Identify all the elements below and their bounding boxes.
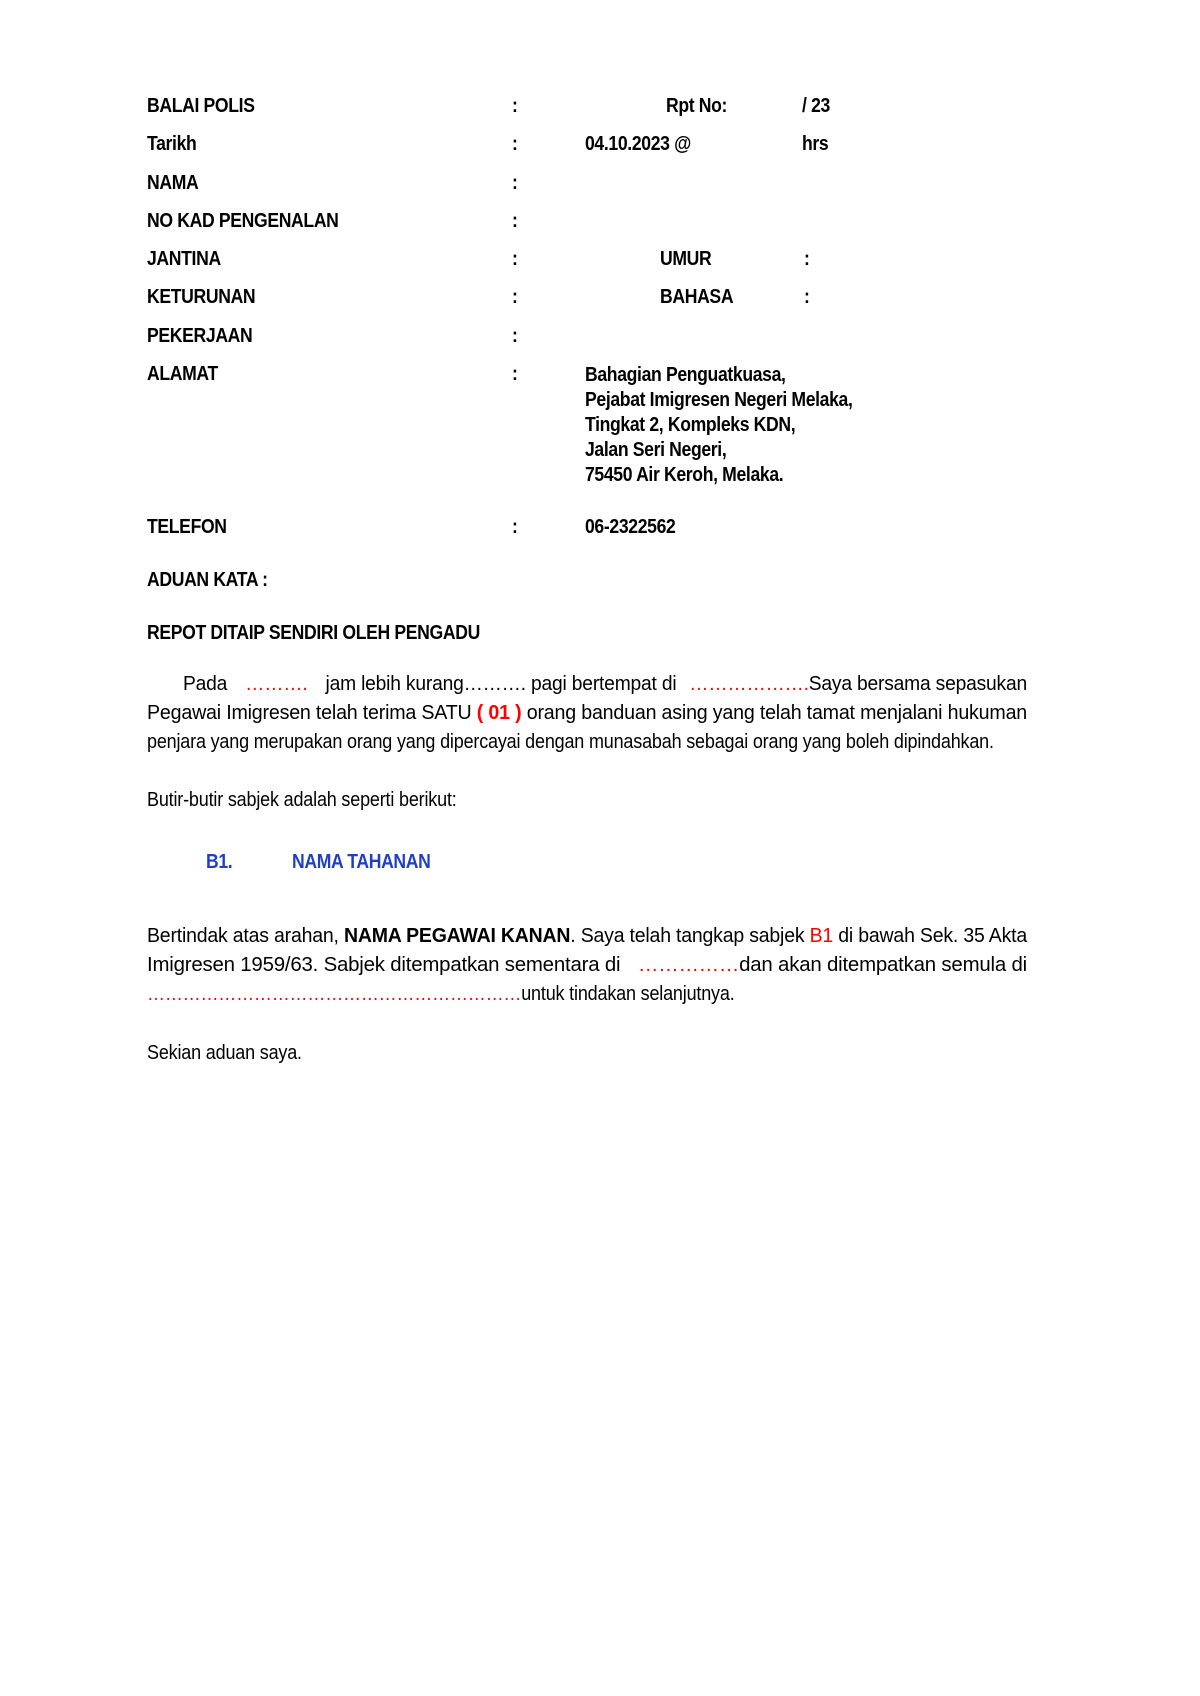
colon: : bbox=[512, 210, 518, 232]
colon: : bbox=[512, 95, 518, 117]
paragraph-1-line-3 bbox=[147, 731, 994, 754]
alamat-line: Jalan Seri Negeri, bbox=[585, 439, 727, 461]
p1-text: Saya bersama sepasukan bbox=[808, 673, 1027, 695]
umur-label: UMUR bbox=[660, 248, 712, 270]
colon: : bbox=[512, 286, 518, 308]
p2-text: Bertindak atas arahan, bbox=[147, 925, 339, 947]
jantina-label: JANTINA bbox=[147, 248, 221, 270]
blank-dots: …………… bbox=[638, 954, 740, 976]
colon: : bbox=[804, 248, 810, 270]
p1-text: jam lebih kurang………. pagi bertempat di bbox=[325, 673, 677, 695]
colon: : bbox=[512, 133, 518, 155]
p2-text: . Saya telah tangkap sabjek bbox=[570, 925, 805, 947]
butir-text: Butir-butir sabjek adalah seperti berikut: bbox=[147, 789, 457, 811]
rpt-no-value: / 23 bbox=[802, 95, 830, 117]
alamat-label: ALAMAT bbox=[147, 363, 218, 385]
bahasa-label: BAHASA bbox=[660, 286, 734, 308]
tarikh-label: Tarikh bbox=[147, 133, 197, 155]
hrs-label: hrs bbox=[802, 133, 829, 155]
officer-name: NAMA PEGAWAI KANAN bbox=[343, 925, 571, 947]
blank-dots: ……………………………………………………… bbox=[147, 983, 522, 1005]
b1-code: B1. bbox=[206, 851, 233, 873]
colon: : bbox=[512, 325, 518, 347]
no-kad-label: NO KAD PENGENALAN bbox=[147, 210, 339, 232]
alamat-line: 75450 Air Keroh, Melaka. bbox=[585, 464, 784, 486]
telefon-label: TELEFON bbox=[147, 516, 227, 538]
count-highlight: ( 01 ) bbox=[476, 702, 522, 724]
colon: : bbox=[512, 248, 518, 270]
balai-polis-label: BALAI POLIS bbox=[147, 95, 255, 117]
pekerjaan-label: PEKERJAAN bbox=[147, 325, 253, 347]
paragraph-1-line-2 bbox=[147, 702, 1027, 725]
b1-name: NAMA TAHANAN bbox=[292, 851, 431, 873]
blank-dots: ………………. bbox=[689, 673, 809, 695]
alamat-line: Bahagian Penguatkuasa, bbox=[585, 364, 786, 386]
colon: : bbox=[512, 516, 518, 538]
tarikh-value: 04.10.2023 @ bbox=[585, 133, 691, 155]
aduan-kata-heading: ADUAN KATA : bbox=[147, 569, 268, 591]
p1-text: Pegawai Imigresen telah terima SATU bbox=[147, 702, 472, 724]
telefon-value: 06-2322562 bbox=[585, 516, 676, 538]
p2-text: dan akan ditempatkan semula di bbox=[739, 954, 1027, 976]
p1-text: orang banduan asing yang telah tamat menjalani hukuman bbox=[526, 702, 1028, 724]
colon: : bbox=[512, 172, 518, 194]
paragraph-2-line-3 bbox=[147, 983, 735, 1006]
alamat-line: Pejabat Imigresen Negeri Melaka, bbox=[585, 389, 853, 411]
p2-text: di bawah Sek. 35 Akta bbox=[838, 925, 1027, 947]
colon: : bbox=[512, 363, 518, 385]
closing-text: Sekian aduan saya. bbox=[147, 1042, 302, 1064]
colon: : bbox=[804, 286, 810, 308]
paragraph-2-line-1 bbox=[147, 925, 1027, 948]
p1-text: Pada bbox=[183, 673, 228, 695]
paragraph-2-line-2 bbox=[147, 954, 1027, 977]
subject-code: B1 bbox=[809, 925, 834, 947]
nama-label: NAMA bbox=[147, 172, 199, 194]
keturunan-label: KETURUNAN bbox=[147, 286, 256, 308]
p2-text: Imigresen 1959/63. Sabjek ditempatkan sementara di bbox=[147, 954, 621, 976]
alamat-line: Tingkat 2, Kompleks KDN, bbox=[585, 414, 796, 436]
p1-text: penjara yang merupakan orang yang dipercayai dengan munasabah sebagai orang yang boleh dipindahkan. bbox=[147, 731, 994, 753]
paragraph-1-line-1 bbox=[183, 673, 1027, 696]
repot-heading: REPOT DITAIP SENDIRI OLEH PENGADU bbox=[147, 622, 480, 644]
p2-text: untuk tindakan selanjutnya. bbox=[521, 983, 735, 1005]
rpt-no-label: Rpt No: bbox=[666, 95, 728, 117]
blank-dots: ………. bbox=[245, 673, 308, 695]
